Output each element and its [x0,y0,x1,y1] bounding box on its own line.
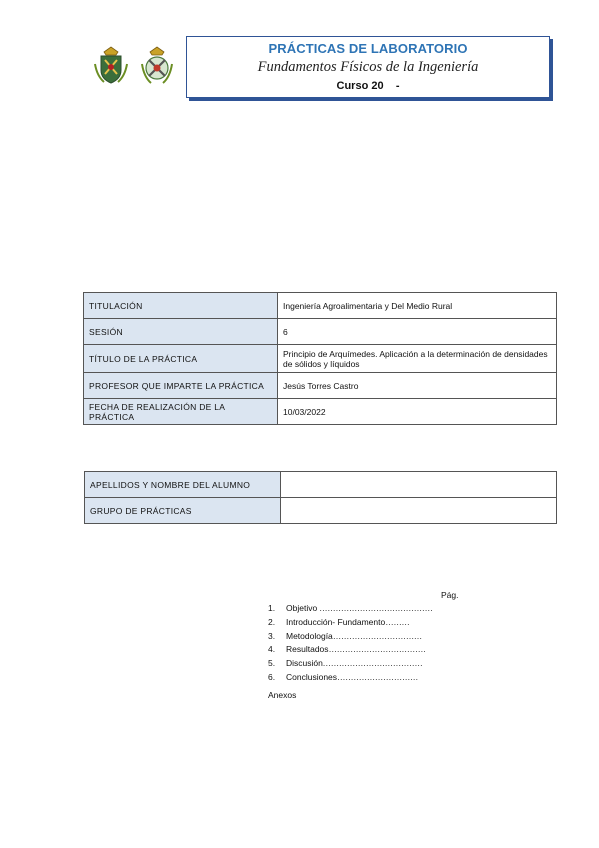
toc-leader: …………………………… [332,630,422,641]
info-value-titulo: Principio de Arquímedes. Aplicación a la determinación de densidades de sólidos y líquidos [278,345,557,373]
list-item [268,671,433,685]
table-row [84,293,557,319]
toc-leader: ……………………………… [328,644,426,655]
info-value-fecha: 10/03/2022 [278,399,557,425]
table-row [85,498,557,524]
table-row [84,345,557,373]
engineering-emblem-icon [138,46,176,86]
practice-info-table [83,292,557,425]
info-label-profesor: PROFESOR QUE IMPARTE LA PRÁCTICA [84,373,278,399]
table-row [85,472,557,498]
student-name-field[interactable] [281,472,557,498]
course-header [186,36,550,98]
table-of-contents [268,602,433,685]
toc-number: 4. [268,644,276,655]
list-item [268,602,433,616]
header-subtitle: Fundamentos Físicos de la Ingeniería [257,59,479,75]
table-row [84,399,557,425]
practice-group-label: GRUPO DE PRÁCTICAS [85,498,281,524]
toc-number: 1. [268,603,276,613]
info-value-titulacion: Ingeniería Agroalimentaria y Del Medio Rural [278,293,557,319]
list-item [268,616,433,630]
info-label-titulo: TÍTULO DE LA PRÁCTICA [84,345,278,373]
toc-number: 3. [268,630,276,641]
university-crest-icon [92,46,130,86]
toc-text: Resultados [286,644,329,655]
toc-number: 6. [268,671,276,682]
header-logos [92,46,176,86]
info-label-sesion: SESIÓN [84,319,278,345]
list-item [268,657,433,671]
toc-leader: ……… [385,616,410,627]
table-row [84,319,557,345]
toc-leader: …………………………………… [317,603,433,613]
toc-page-header: Pág. [441,590,459,600]
info-label-titulacion: TITULACIÓN [84,293,278,319]
toc-text: Metodología [286,630,333,641]
toc-leader: ……………………………… [325,658,423,669]
toc-text: Discusión. [286,658,326,669]
info-value-sesion: 6 [278,319,557,345]
header-course-year: Curso 20 - [336,80,400,92]
toc-text: Conclusiones [286,671,338,682]
toc-leader: ………………………… [337,671,419,682]
toc-text: Introducción- Fundamento [286,616,386,627]
practice-group-field[interactable] [281,498,557,524]
table-row [84,373,557,399]
student-info-table [84,471,557,524]
student-name-label: APELLIDOS Y NOMBRE DEL ALUMNO [85,472,281,498]
toc-annex: Anexos [268,690,297,700]
toc-number: 2. [268,616,276,627]
list-item [268,643,433,657]
header-title: PRÁCTICAS DE LABORATORIO [268,41,468,56]
info-label-fecha: FECHA DE REALIZACIÓN DE LA PRÁCTICA [84,399,278,425]
list-item [268,630,433,644]
info-value-profesor: Jesús Torres Castro [278,373,557,399]
toc-number: 5. [268,658,276,669]
toc-text: Objetivo [286,603,318,613]
